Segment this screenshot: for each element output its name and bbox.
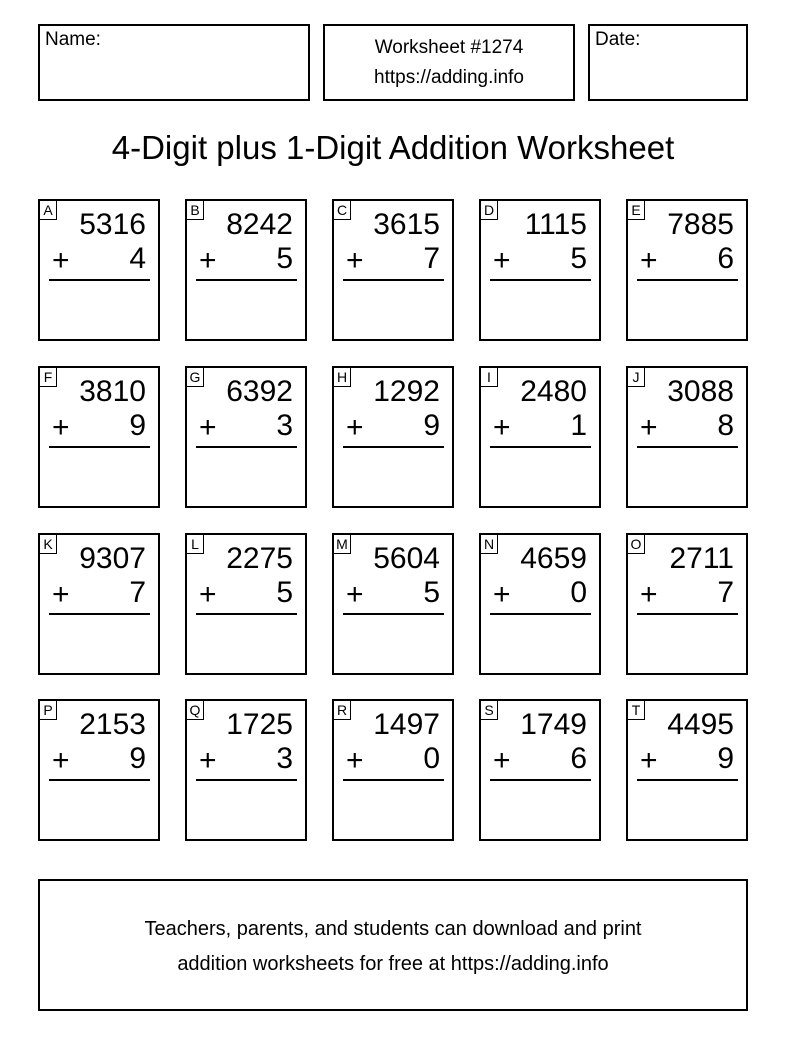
answer-line	[490, 779, 591, 781]
problem-label: O	[627, 534, 645, 554]
date-label: Date:	[595, 29, 641, 50]
worksheet-number: Worksheet #1274	[374, 37, 524, 58]
problem-label: S	[480, 700, 498, 720]
problem-top-number: 3088	[667, 375, 734, 408]
problem-bottom-number: 0	[570, 576, 587, 609]
problem-top-number: 4495	[667, 708, 734, 741]
problem-top-number: 8242	[226, 208, 293, 241]
problem-label: R	[333, 700, 351, 720]
answer-line	[196, 446, 297, 448]
problem-card[interactable]	[332, 366, 454, 508]
plus-sign: +	[52, 244, 70, 277]
plus-sign: +	[52, 744, 70, 777]
problem-label: F	[39, 367, 57, 387]
answer-line	[49, 779, 150, 781]
answer-line	[637, 779, 738, 781]
plus-sign: +	[493, 411, 511, 444]
problem-label: J	[627, 367, 645, 387]
plus-sign: +	[640, 411, 658, 444]
problem-bottom-number: 1	[570, 409, 587, 442]
problem-top-number: 6392	[226, 375, 293, 408]
plus-sign: +	[199, 578, 217, 611]
problem-top-number: 2153	[79, 708, 146, 741]
plus-sign: +	[199, 244, 217, 277]
problem-label: K	[39, 534, 57, 554]
problem-label: E	[627, 200, 645, 220]
plus-sign: +	[493, 244, 511, 277]
answer-line	[637, 613, 738, 615]
worksheet-url: https://adding.info	[374, 67, 524, 88]
problem-bottom-number: 9	[129, 409, 146, 442]
problem-card[interactable]	[479, 533, 601, 675]
problem-top-number: 1497	[373, 708, 440, 741]
problem-top-number: 3810	[79, 375, 146, 408]
answer-line	[637, 279, 738, 281]
problem-bottom-number: 0	[423, 742, 440, 775]
name-field[interactable]	[38, 24, 310, 101]
problem-card[interactable]	[479, 199, 601, 341]
problem-bottom-number: 9	[423, 409, 440, 442]
problem-card[interactable]	[332, 199, 454, 341]
problem-card[interactable]	[332, 533, 454, 675]
problem-card[interactable]	[38, 199, 160, 341]
problem-label: C	[333, 200, 351, 220]
problem-label: L	[186, 534, 204, 554]
problem-label: T	[627, 700, 645, 720]
answer-line	[49, 279, 150, 281]
problem-card[interactable]	[38, 366, 160, 508]
problem-top-number: 2711	[669, 542, 734, 575]
problem-top-number: 1749	[520, 708, 587, 741]
problem-top-number: 1115	[524, 208, 587, 241]
problem-top-number: 1725	[226, 708, 293, 741]
problem-label: M	[333, 534, 351, 554]
problem-bottom-number: 9	[129, 742, 146, 775]
problem-label: I	[480, 367, 498, 387]
plus-sign: +	[640, 744, 658, 777]
problem-card[interactable]	[626, 699, 748, 841]
problem-top-number: 3615	[373, 208, 440, 241]
answer-line	[490, 446, 591, 448]
answer-line	[343, 613, 444, 615]
problem-bottom-number: 5	[276, 576, 293, 609]
plus-sign: +	[52, 578, 70, 611]
problem-bottom-number: 3	[276, 742, 293, 775]
footer-line-2: addition worksheets for free at https://adding.info	[177, 953, 609, 975]
problem-top-number: 1292	[373, 375, 440, 408]
problem-label: A	[39, 200, 57, 220]
answer-line	[343, 779, 444, 781]
problem-top-number: 2275	[226, 542, 293, 575]
problem-bottom-number: 7	[717, 576, 734, 609]
problem-card[interactable]	[626, 533, 748, 675]
footer-note	[38, 879, 748, 1011]
answer-line	[343, 446, 444, 448]
answer-line	[49, 446, 150, 448]
plus-sign: +	[346, 744, 364, 777]
answer-line	[637, 446, 738, 448]
answer-line	[490, 613, 591, 615]
problem-top-number: 4659	[520, 542, 587, 575]
problem-label: B	[186, 200, 204, 220]
problem-card[interactable]	[626, 199, 748, 341]
problem-bottom-number: 3	[276, 409, 293, 442]
problem-card[interactable]	[332, 699, 454, 841]
plus-sign: +	[346, 244, 364, 277]
worksheet-info-box	[323, 24, 575, 101]
answer-line	[196, 779, 297, 781]
date-field[interactable]	[588, 24, 748, 101]
problem-card[interactable]	[479, 699, 601, 841]
problem-card[interactable]	[479, 366, 601, 508]
problem-top-number: 2480	[520, 375, 587, 408]
answer-line	[49, 613, 150, 615]
problem-bottom-number: 5	[276, 242, 293, 275]
plus-sign: +	[493, 578, 511, 611]
problem-top-number: 9307	[79, 542, 146, 575]
problem-bottom-number: 7	[129, 576, 146, 609]
problem-bottom-number: 5	[423, 576, 440, 609]
plus-sign: +	[640, 578, 658, 611]
problem-top-number: 5604	[373, 542, 440, 575]
problem-label: N	[480, 534, 498, 554]
plus-sign: +	[640, 244, 658, 277]
footer-line-1: Teachers, parents, and students can download and print	[144, 918, 642, 940]
plus-sign: +	[493, 744, 511, 777]
problem-bottom-number: 4	[129, 242, 146, 275]
plus-sign: +	[199, 411, 217, 444]
problem-card[interactable]	[626, 366, 748, 508]
problem-bottom-number: 7	[423, 242, 440, 275]
problem-bottom-number: 8	[717, 409, 734, 442]
answer-line	[490, 279, 591, 281]
answer-line	[196, 613, 297, 615]
problem-card[interactable]	[38, 533, 160, 675]
page-title: 4-Digit plus 1-Digit Addition Worksheet	[111, 129, 675, 166]
answer-line	[343, 279, 444, 281]
problem-bottom-number: 5	[570, 242, 587, 275]
problem-top-number: 5316	[79, 208, 146, 241]
problem-label: H	[333, 367, 351, 387]
name-label: Name:	[45, 29, 101, 50]
problem-card[interactable]	[185, 699, 307, 841]
plus-sign: +	[346, 578, 364, 611]
answer-line	[196, 279, 297, 281]
plus-sign: +	[52, 411, 70, 444]
plus-sign: +	[199, 744, 217, 777]
problem-bottom-number: 6	[717, 242, 734, 275]
problem-label: P	[39, 700, 57, 720]
problem-bottom-number: 6	[570, 742, 587, 775]
problem-bottom-number: 9	[717, 742, 734, 775]
problem-card[interactable]	[185, 366, 307, 508]
problem-label: Q	[186, 700, 204, 720]
problem-card[interactable]	[38, 699, 160, 841]
problem-card[interactable]	[185, 199, 307, 341]
problem-label: G	[186, 367, 204, 387]
problem-label: D	[480, 200, 498, 220]
problem-top-number: 7885	[667, 208, 734, 241]
problem-card[interactable]	[185, 533, 307, 675]
plus-sign: +	[346, 411, 364, 444]
